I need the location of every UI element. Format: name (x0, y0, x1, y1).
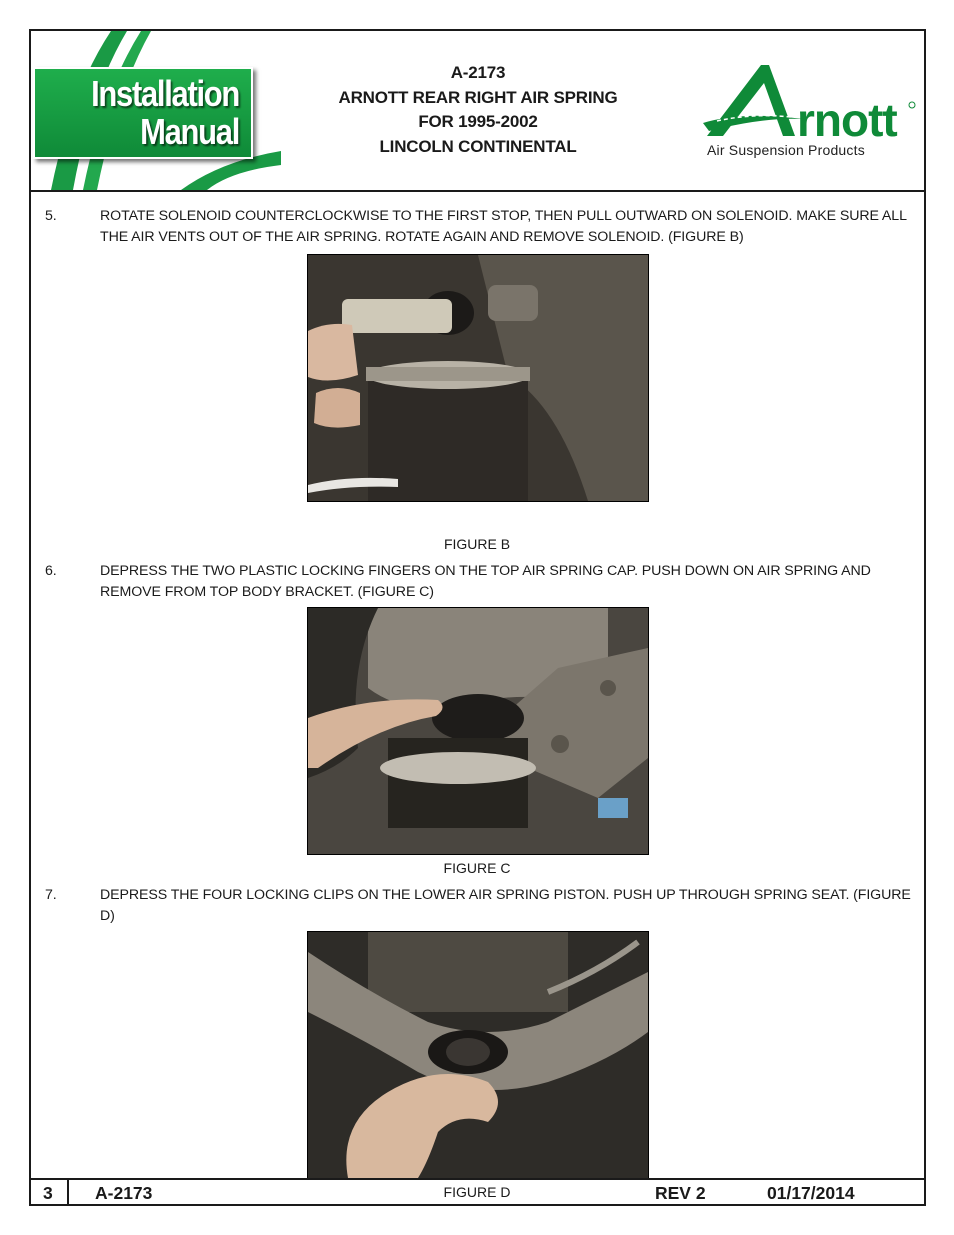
title-line-4: LINCOLN CONTINENTAL (379, 136, 577, 156)
figure-b-photo (307, 254, 649, 502)
figure-c-photo (307, 607, 649, 855)
figure-d-photo (307, 931, 649, 1179)
step-number: 5. (45, 208, 57, 224)
step-text: ROTATE SOLENOID COUNTERCLOCKWISE TO THE FIRST STOP, THEN PULL OUTWARD ON SOLENOID. MAKE SURE ALL THE AIR VENTS OUT OF THE AIR SPRING. ROTATE AGAIN AND REMOVE SOLENOID. (FIGURE B) (100, 208, 907, 245)
document-number: A-2173 (95, 1183, 153, 1203)
installation-manual-badge (31, 31, 281, 190)
logo-wordmark: rnott (797, 94, 897, 146)
page-frame (29, 29, 926, 1206)
figure-d-caption: FIGURE D (443, 1184, 511, 1200)
figure-b-caption: FIGURE B (443, 536, 511, 552)
badge-line2: Manual (140, 111, 239, 152)
step-6 (45, 561, 915, 603)
footer-divider (67, 1180, 69, 1206)
document-title (301, 61, 655, 159)
step-7 (45, 885, 915, 927)
footer (31, 1178, 924, 1206)
step-number: 7. (45, 887, 57, 903)
title-line-2: ARNOTT REAR RIGHT AIR SPRING (338, 87, 618, 107)
step-number: 6. (45, 563, 57, 579)
logo-tagline: Air Suspension Products (707, 142, 865, 158)
step-text: DEPRESS THE FOUR LOCKING CLIPS ON THE LOWER AIR SPRING PISTON. PUSH UP THROUGH SPRING SEAT. (FIGURE D) (100, 887, 911, 924)
header (31, 31, 924, 192)
step-text: DEPRESS THE TWO PLASTIC LOCKING FINGERS ON THE TOP AIR SPRING CAP. PUSH DOWN ON AIR SPRING AND REMOVE FROM TOP BODY BRACKET. (FIGURE C) (100, 563, 871, 600)
title-line-1: A-2173 (450, 63, 506, 82)
badge-box (33, 67, 253, 159)
page-number: 3 (43, 1183, 53, 1203)
title-line-3: FOR 1995-2002 (418, 112, 538, 131)
figure-c-caption: FIGURE C (443, 860, 511, 876)
revision-date: 01/17/2014 (767, 1183, 855, 1203)
badge-line1: Installation (91, 73, 239, 114)
revision: REV 2 (655, 1183, 706, 1203)
step-5 (45, 206, 915, 248)
